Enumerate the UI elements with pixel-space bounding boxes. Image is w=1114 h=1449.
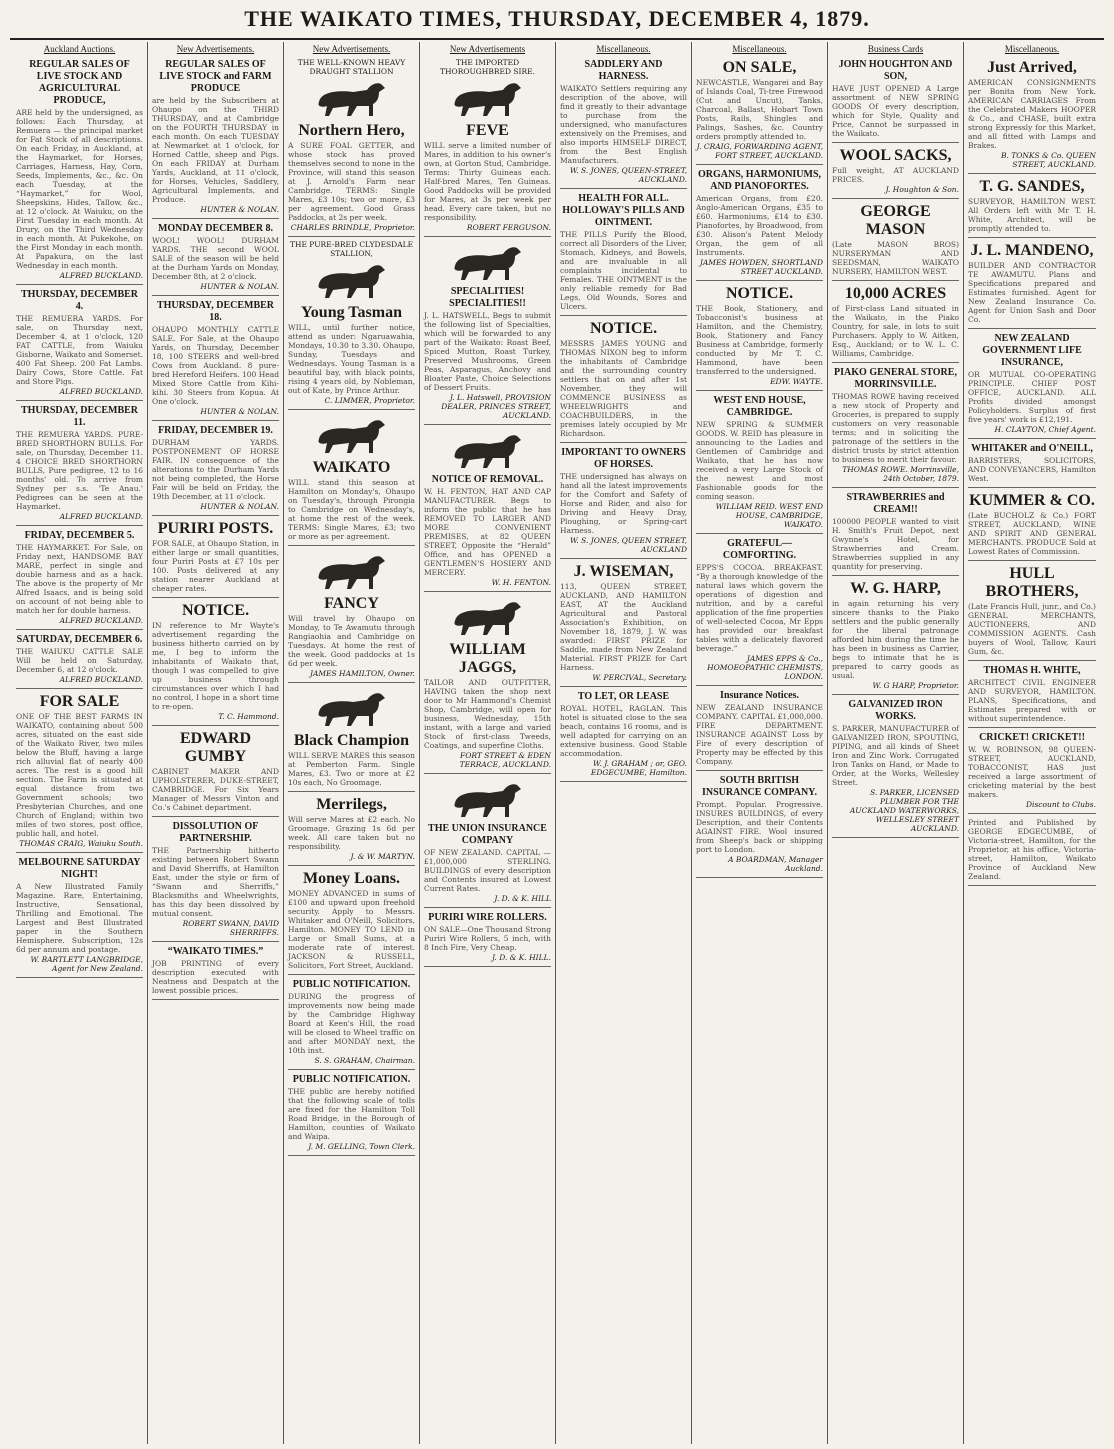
ad-signature: FORT STREET & EDEN TERRACE, AUCKLAND.: [459, 751, 551, 769]
ad-signature: ALFRED BUCKLAND.: [59, 616, 143, 625]
ad-title: NOTICE.: [725, 285, 794, 302]
ad-title: HULL BROTHERS,: [985, 565, 1079, 600]
ad-title: Money Loans.: [303, 870, 400, 887]
ad-body: THE WAIUKU CATTLE SALE Will be held on Saturday, December 6, at 12 o'clock.: [16, 647, 143, 674]
horse-engraving-icon: [443, 78, 533, 120]
advertisement: [16, 287, 143, 401]
columns: [12, 42, 1104, 1444]
ad-signature: S. S. GRAHAM, Chairman.: [314, 1056, 415, 1065]
ad-title: THURSDAY, DECEMBER 4.: [20, 289, 139, 312]
advertisement: [152, 518, 279, 598]
advertisement: [560, 445, 687, 559]
ad-body: in again returning his very sincere thanks to the Piako settlers and the public generally for the liberal patronage afforded him during the time he has been in business as Carrier, begs to intimate that he is prepared to carry goods as usual.: [832, 599, 959, 680]
ad-signature: JAMES HAMILTON, Owner.: [309, 669, 415, 678]
ad-body: DURING the progress of improvements now being made by the Cambridge Highway Board at Keen's Hill, the road will be closed to Wheel traffic on and after MONDAY next, the 10th inst.: [288, 992, 415, 1055]
ad-body: THE HAYMARKET. For Sale, on Friday next, HANDSOME BAY MARE, perfect in single and double harness and as a hack. The above is the property of Mr Alfred Isaacs, and is being sold on account of not being able to match her for double harness.: [16, 543, 143, 615]
ad-title: PURIRI POSTS.: [157, 520, 274, 537]
ad-title: GALVANIZED IRON WORKS.: [848, 699, 943, 722]
imprint-text: Printed and Published by GEORGE EDGECUMBE, of Victoria-street, Hamilton, for the Proprietor, at his office, Victoria-street, Hamilton, Waikato Province of Auckland New Zealand.: [968, 818, 1096, 881]
column-heading: New Advertisements.: [176, 44, 255, 54]
advertisement: [696, 57, 823, 165]
ad-body: ON SALE—One Thousand Strong Puriri Wire Rollers, 5 inch, with 8 Inch Fire, Very Cheap.: [424, 925, 551, 952]
ad-body: J. L. HATSWELL, Begs to submit the following list of Specialties, which will be forwarded to any part of the Waikato: Roast Beef, Spiced Mutton, Roast Turkey, Preserved Mushrooms, Green Peas, Asparagus, Anchovy and Bloater Paste, Choice Selections of Dessert Fruits.: [424, 311, 551, 392]
advertisement: [832, 57, 959, 143]
column-3: [284, 42, 420, 1444]
ad-body: NEWCASTLE, Wangarei and Bay of Islands Coal, Ti-tree Firewood (Cut and Uncut), Tanks, Charcoal, Ballast, Hobart Town Posts, Rails, Shingles and Palings, Sashes, &c. Country orders promptly attended to.: [696, 78, 823, 141]
ad-title: J. L. MANDENO,: [970, 242, 1094, 259]
ad-signature: W. S. JONES, QUEEN-STREET, AUCKLAND.: [569, 166, 687, 184]
horse-engraving-icon: [307, 260, 397, 302]
column-heading: Business Cards: [867, 44, 924, 54]
advertisement: [424, 910, 551, 967]
ad-body: 100000 PEOPLE wanted to visit H. Smith's Fruit Depot, next Gwynne's Hotel, for Strawberries and Cream. Strawberries supplied in any quantity for preserving.: [832, 517, 959, 571]
advertisement: [832, 697, 959, 838]
ad-body: (Late Francis Hull, junr., and Co.) GENERAL MERCHANTS, AUCTIONEERS, AND COMMISSION AGENTS. Cash buyers of Wool, Tallow, Kauri Gum, &c.: [968, 602, 1096, 656]
ad-body: S. PARKER, MANUFACTURER of GALVANIZED IRON, SPOUTING, PIPING, and all kinds of Sheet Iron and Zinc Work. Corrugated Iron Tanks on Hand, or Made to Order, at the Works, Wellesley Street.: [832, 724, 959, 787]
ad-title: NOTICE.: [589, 320, 658, 337]
ad-body: EPPS'S COCOA. BREAKFAST. “By a thorough knowledge of the natural laws which govern the operations of digestion and nutrition, and by a careful application of the fine properties of well-selected Cocoa, Mr Epps has provided our breakfast tables with a delicately flavored beverage.”: [696, 563, 823, 653]
ad-title: THURSDAY, DECEMBER 11.: [20, 405, 139, 428]
ad-title: REGULAR SALES OF LIVE STOCK and FARM PRODUCE: [159, 59, 272, 94]
advertisement: [560, 561, 687, 687]
ad-signature: ALFRED BUCKLAND.: [59, 271, 143, 280]
advertisement: [288, 977, 415, 1070]
ad-body: JOB PRINTING of every description executed with Neatness and Despatch at the lowest possible prices.: [152, 959, 279, 995]
horse-engraving-icon: [307, 415, 397, 457]
advertisement: [152, 423, 279, 516]
ad-title: MELBOURNE SATURDAY NIGHT!: [18, 857, 141, 880]
ad-body: Full weight, AT AUCKLAND PRICES.: [832, 166, 959, 184]
ad-title: NOTICE OF REMOVAL.: [431, 474, 544, 485]
advertisement: [424, 239, 551, 425]
ad-body: WILL serve a limited number of Mares, in addition to his owner's own, at Gorton Stud, Cambridge. Terms: Thirty Guineas each. Half-bred Mares, Ten Guineas. Good Paddocks will be provided for Mares, at 3s per week per head. Every care taken, but no responsibility.: [424, 141, 551, 222]
ad-body: WILL stand this season at Hamilton on Monday's, Ohaupo on Tuesday's, through Pirongia to Cambridge on Wednesday's, at home the rest of the week. TERMS: Single Mares, £3; two or more as per agreement.: [288, 478, 415, 541]
column-heading: Miscellaneous.: [596, 44, 651, 54]
column-5: [556, 42, 692, 1444]
ad-body: ARE held by the undersigned, as follows: Each Thursday, at Remuera — the principal market for Fat Stock of all descriptions. On each Friday, in Auckland, at the Haymarket, for Horses, Carriages, Harness, Hay, Corn, Seeds, Implements, &c., &c. On each Tuesday, at the “Haymarket,” for Wool, Sheepskins, Hides, Tallow, &c., at 12 o'clock. At Waiuku, on the First Tuesday in each month. At Drury, on the Third Wednesday in each month. At Pukekohe, on the First Monday in each month. At Papakura, on the last Wednesday in each month.: [16, 108, 143, 270]
advertisement: [288, 1072, 415, 1156]
ad-signature: J. Houghton & Son.: [885, 185, 959, 194]
ad-title: FRIDAY, DECEMBER 19.: [158, 425, 273, 436]
ad-preheading: THE WELL-KNOWN HEAVY DRAUGHT STALLION: [297, 58, 406, 76]
ad-signature: HUNTER & NOLAN.: [200, 502, 279, 511]
advertisement: [968, 563, 1096, 661]
advertisement: [288, 685, 415, 792]
ad-body: BARRISTERS, SOLICITORS, AND CONVEYANCERS, Hamilton West.: [968, 456, 1096, 483]
ad-body: MONEY ADVANCED in sums of £100 and upward upon freehold security. Apply to Messrs. Whitaker and O'Neill, Solicitors, Hamilton. MONEY TO LEND in Large or Small Sums, at a moderate rate of interest. JACKSON & RUSSELL, Solicitors, Fort Street, Auckland.: [288, 889, 415, 970]
ad-title: SADDLERY AND HARNESS.: [584, 59, 663, 82]
advertisement: [696, 773, 823, 878]
masthead-rule: [10, 38, 1104, 40]
advertisement: [560, 191, 687, 316]
ad-title: Northern Hero,: [298, 122, 405, 139]
ad-title: WILLIAM JAGGS,: [449, 641, 526, 676]
ad-title: PURIRI WIRE ROLLERS.: [428, 912, 547, 923]
ad-signature: HUNTER & NOLAN.: [200, 407, 279, 416]
advertisement: [832, 145, 959, 199]
ad-signature: A BOARDMAN, Manager Auckland.: [728, 855, 823, 873]
ad-title: PIAKO GENERAL STORE, MORRINSVILLE.: [834, 367, 957, 390]
column-7: [828, 42, 964, 1444]
horse-engraving-icon: [307, 688, 397, 730]
horse-engraving-icon: [307, 551, 397, 593]
advertisement: [424, 776, 551, 908]
ad-title: GEORGE MASON: [860, 203, 931, 238]
ad-title: Merrilegs,: [316, 796, 387, 813]
ad-body: Prompt. Popular. Progressive. INSURES BUILDINGS, of every Description, and their Contents AGAINST FIRE. Wool insured from Sheep's back or shipping port to London.: [696, 800, 823, 854]
ad-body: THE REMUERA YARDS. PURE-BRED SHORTHORN BULLS. For sale, on Thursday, December 11. 4 CHOICE BRED SHORTHORN BULLS, Pure pedigree, 12 to 16 months' old. To arrive from Sydney per s.s. 'Te Anau.' Pedigrees can be seen at the Haymarket.: [16, 430, 143, 511]
horse-engraving-icon: [307, 78, 397, 120]
ad-title: STRAWBERRIES and CREAM!!: [846, 492, 945, 515]
advertisement: [152, 221, 279, 296]
advertisement: [968, 57, 1096, 174]
ad-body: American Organs, from £20. Anglo-American Organs, £35 to £60. Harmoniums, £14 to £30. Pianofortes, by Broadwood, from £30. Alison's Patent Melody Organ, the gem of all Instruments.: [696, 194, 823, 257]
advertisement: [696, 167, 823, 281]
advertisement: [696, 283, 823, 391]
ad-body: CABINET MAKER AND UPHOLSTERER, DUKE-STREET, CAMBRIDGE. For Six Years Manager of Messrs Vinton and Co.'s Cabinet department.: [152, 767, 279, 812]
ad-title: SOUTH BRITISH INSURANCE COMPANY.: [701, 775, 817, 798]
ad-body: WAIKATO Settlers requiring any description of the above, will find it greatly to their advantage to purchase from the undersigned, who manufactures extensively on the Premises, and also imports HIMSELF DIRECT, from the Best English Manufacturers.: [560, 84, 687, 165]
ad-signature: ROBERT SWANN, DAVID SHERRIFFS.: [182, 919, 279, 937]
ad-signature: HUNTER & NOLAN.: [200, 282, 279, 291]
ad-signature: Discount to Clubs.: [1026, 800, 1096, 809]
ad-body: WOOL! WOOL! DURHAM YARDS. THE second WOOL SALE of the season will be held at the Durham Yards on Monday, December 8th, at 2 o'clock.: [152, 236, 279, 281]
ad-signature: T. C. Hammond.: [218, 712, 279, 721]
ad-body: Will serve Mares at £2 each. No Groomage. Grazing 1s 6d per week. All care taken but no responsibility.: [288, 815, 415, 851]
ad-signature: ROBERT FERGUSON.: [466, 223, 551, 232]
ad-signature: WILLIAM REID. WEST END HOUSE, CAMBRIDGE, WAIKATO.: [715, 502, 823, 529]
ad-title: “WAIKATO TIMES.”: [167, 946, 264, 957]
ad-body: THE Partnership hitherto existing between Robert Swann and David Sherriffs, at Hamilton East, under the style or firm of “Swann and Sherriffs,” Blacksmiths and Wheelwrights, has this day been dissolved by mutual consent.: [152, 846, 279, 918]
advertisement: [832, 283, 959, 363]
ad-body: FOR SALE, at Ohaupo Station, in either large or small quantities, four Puriri Posts at £7 10s per 100. Posts delivered at any station nearer Auckland at cheaper rates.: [152, 539, 279, 593]
ad-title: THE UNION INSURANCE COMPANY: [428, 823, 547, 846]
advertisement: [288, 868, 415, 975]
horse-engraving-icon: [443, 597, 533, 639]
ad-title: Black Champion: [293, 732, 410, 749]
advertisement: [968, 176, 1096, 238]
ad-body: OF NEW ZEALAND. CAPITAL — £1,000,000 STERLING. BUILDINGS of every description and Contents insured at Lowest Current Rates.: [424, 848, 551, 893]
masthead: [0, 0, 1114, 40]
ad-signature: THOMAS ROWE. Morrinsville, 24th October, 1879.: [842, 465, 959, 483]
advertisement: [560, 57, 687, 189]
ad-title: JOHN HOUGHTON AND SON,: [838, 59, 953, 82]
ad-body: THE undersigned has always on hand all the latest improvements for the Comfort and Safety of Horse and Rider, and also for Driving and Heavy Dray, Ploughing, or Spring-cart Harness.: [560, 472, 687, 535]
advertisement: [288, 57, 415, 237]
ad-title: KUMMER & CO.: [969, 492, 1095, 509]
ad-title: WHITAKER and O'NEILL,: [971, 443, 1093, 454]
ad-title: Insurance Notices.: [720, 690, 799, 701]
column-heading: New Advertisements: [449, 44, 526, 54]
ad-body: OR MUTUAL CO-OPERATING PRINCIPLE. CHIEF POST OFFICE, AUCKLAND. ALL Profits divided amongst Policyholders. Surplus of first five years' work is £12,191.: [968, 370, 1096, 424]
advertisement: [16, 691, 143, 853]
ad-title: ON SALE,: [722, 59, 797, 76]
advertisement: [152, 298, 279, 421]
ad-signature: JAMES HOWDEN, SHORTLAND STREET AUCKLAND.: [699, 258, 823, 276]
advertisement: [832, 201, 959, 281]
column-8: [964, 42, 1100, 1444]
ad-signature: EDW. WAYTE.: [770, 377, 823, 386]
advertisement: [288, 412, 415, 546]
ad-title: HEALTH FOR ALL. HOLLOWAY'S PILLS AND OINTMENT.: [562, 193, 685, 228]
ad-title: Young Tasman: [301, 304, 402, 321]
column-heading: New Advertisements.: [312, 44, 391, 54]
ad-body: A SURE FOAL GETTER, and whose stock has proved themselves second to none in the Province, will stand this season at J. Arnold's Farm near Cambridge. TERMS: Single Mares, £3 10s; two or more, £3 per agreement. Good Grass Paddocks, at 2s per week.: [288, 141, 415, 222]
advertisement: [968, 240, 1096, 329]
ad-title: FEVE: [466, 122, 509, 139]
advertisement: [152, 819, 279, 942]
advertisement: [16, 528, 143, 630]
ad-signature: J. M. GELLING, Town Clerk.: [308, 1142, 415, 1151]
ad-body: THE Book, Stationery, and Tobacconist's business at Hamilton, and the Chemistry, Book, Stationery and Fancy Business at Cambridge, formerly conducted by Mr T. C. Hammond, have been transferred to the undersigned.: [696, 304, 823, 376]
ad-title: WEST END HOUSE, CAMBRIDGE.: [713, 395, 806, 418]
ad-title: PUBLIC NOTIFICATION.: [292, 1074, 411, 1085]
ad-body: Will travel by Ohaupo on Monday, to Te Awamutu through Rangiaohia and Cambridge on Tuesdays. At home the rest of the week. Good paddocks at 1s 6d per week.: [288, 614, 415, 668]
ad-body: (Late MASON BROS) NURSERYMAN AND SEEDSMAN, WAIKATO NURSERY, HAMILTON WEST.: [832, 240, 959, 276]
advertisement: [832, 490, 959, 576]
ad-body: A New Illustrated Family Magazine. Rare, Entertaining, Instructive, Sensational, Thrilling and Emotional. The Largest and Best Illustrated paper in the Southern Hemisphere. Subscription, 12s 6d per annum and postage.: [16, 882, 143, 954]
ad-signature: ALFRED BUCKLAND.: [59, 512, 143, 521]
ad-title: GRATEFUL—COMFORTING.: [722, 538, 797, 561]
ad-title: PUBLIC NOTIFICATION.: [292, 979, 411, 990]
advertisement: [16, 57, 143, 285]
ad-body: HAVE JUST OPENED A Large assortment of NEW SPRING GOODS Of every description, which for Style, Quality and Price, Cannot be surpassed in the Waikato.: [832, 84, 959, 138]
advertisement: [968, 730, 1096, 814]
ad-body: (Late BUCHOLZ & Co.) FORT STREET, AUCKLAND, WINE AND SPIRIT AND GENERAL MERCHANTS. PRODUCE Sold at Lowest Rates of Commission.: [968, 511, 1096, 556]
ad-title: WAIKATO: [312, 459, 391, 476]
ad-signature: HUNTER & NOLAN.: [200, 205, 279, 214]
advertisement: [288, 239, 415, 410]
imprint: [968, 816, 1096, 886]
advertisement: [560, 689, 687, 782]
column-heading: Miscellaneous.: [732, 44, 787, 54]
ad-signature: W. G HARP, Proprietor.: [872, 681, 959, 690]
ad-signature: W. PERCIVAL, Secretary.: [592, 673, 687, 682]
ad-title: EDWARD GUMBY: [179, 730, 252, 765]
ad-body: THOMAS ROWE having received a new stock of Property and Groceries, is prepared to supply customers on very reasonable terms; and in soliciting the patronage of the settlers in the district trusts by strict attention to business to merit their favour.: [832, 392, 959, 464]
ad-body: TAILOR AND OUTFITTER, HAVING taken the shop next door to Mr Hammond's Chemist Shop, Cambridge, will open for business, Wednesday, 15th instant, with a large and varied Stock of first-class Tweeds, Coatings, and superfine Cloths.: [424, 678, 551, 750]
advertisement: [832, 365, 959, 488]
ad-title: FANCY: [324, 595, 379, 612]
advertisement: [560, 318, 687, 443]
advertisement: [424, 594, 551, 774]
ad-body: WILL SERVE MARES this season at Pemberton Farm. Single Mares, £3. Two or more at £2 10s each, No Groomage.: [288, 751, 415, 787]
ad-title: TO LET, OR LEASE: [577, 691, 670, 702]
ad-body: NEW ZEALAND INSURANCE COMPANY. CAPITAL £1,000,000. FIRE DEPARTMENT. INSURANCE AGAINST Loss by Fire of every description of Property may be effected by this Company.: [696, 703, 823, 766]
column-1: [12, 42, 148, 1444]
ad-title: NEW ZEALAND GOVERNMENT LIFE INSURANCE,: [982, 333, 1082, 368]
ad-body: 113, QUEEN STREET, AUCKLAND, AND HAMILTON EAST, AT the Auckland Agricultural and Pastoral Association's Exhibition, on November 18, 1879, J. W. was awarded: FIRST PRIZE for Saddle, made from New Zealand Material. FIRST PRIZE for Cart Harness.: [560, 582, 687, 672]
ad-title: 10,000 ACRES: [844, 285, 947, 302]
advertisement: [288, 548, 415, 683]
ad-title: DISSOLUTION OF PARTNERSHIP.: [172, 821, 259, 844]
ad-title: THOMAS H. WHITE,: [983, 665, 1081, 676]
ad-title: NOTICE.: [181, 602, 250, 619]
ad-title: IMPORTANT TO OWNERS OF HORSES.: [561, 447, 686, 470]
ad-body: MESSRS JAMES YOUNG and THOMAS NIXON beg to inform the inhabitants of Cambridge and the surrounding country settlers that on and after 1st November, they will COMMENCE BUSINESS as WHEELWRIGHTS and COACHBUILDERS, in the premises lately occupied by Mr Richardson.: [560, 339, 687, 438]
ad-title: FRIDAY, DECEMBER 5.: [24, 530, 135, 541]
ad-body: SURVEYOR, HAMILTON WEST. All Orders left with Mr T. H. White, Architect, will be promptly attended to.: [968, 197, 1096, 233]
ad-title: REGULAR SALES OF LIVE STOCK AND AGRICULTURAL PRODUCE,: [29, 59, 130, 106]
ad-signature: S. PARKER, LICENSED PLUMBER FOR THE AUCKLAND WATERWORKS, WELLESLEY STREET AUCKLAND.: [849, 788, 959, 833]
column-4: [420, 42, 556, 1444]
ad-signature: W. H. FENTON.: [491, 578, 551, 587]
ad-body: ROYAL HOTEL, RAGLAN. This hotel is situated close to the sea beach, contains 16 rooms, and is well adapted for carrying on an extensive business. Good Stable accommodation.: [560, 704, 687, 758]
ad-preheading: THE IMPORTED THOROUGHBRED SIRE.: [440, 58, 535, 76]
advertisement: [288, 794, 415, 866]
advertisement: [152, 728, 279, 817]
advertisement: [696, 536, 823, 686]
ad-body: W. W. ROBINSON, 98 QUEEN-STREET, AUCKLAND, TOBACCONIST, HAS just received a large assortment of cricketing material by the best makers.: [968, 745, 1096, 799]
ad-body: AMERICAN CONSIGNMENTS per Bonita from New York. AMERICAN CARRIAGES From the Celebrated Makers HOOPER & Co., and CHASE, built extra strong Expressly for this Market, and all fitted with Lamps and Brakes.: [968, 78, 1096, 150]
ad-body: BUILDER AND CONTRACTOR TE AWAMUTU. Plans and Specifications prepared and Estimates furnished. Agent for New Zealand Insurance Co. Agent for Union Sash and Door Co.: [968, 261, 1096, 324]
ad-signature: J. D. & K. HILL: [494, 894, 551, 903]
ad-title: ORGANS, HARMONIUMS, AND PIANOFORTES.: [697, 169, 822, 192]
ad-signature: J. D. & K. HILL.: [492, 953, 551, 962]
ad-body: THE PILLS Purify the Blood, correct all Disorders of the Liver, Stomach, Kidneys, and Bowels, and are invaluable in all complaints incidental to Females. THE OINTMENT is the only reliable remedy for Bad Legs, Old Wounds, Sores and Ulcers.: [560, 230, 687, 311]
advertisement: [424, 57, 551, 237]
advertisement: [152, 57, 279, 219]
ad-signature: THOMAS CRAIG, Waiuku South.: [19, 839, 143, 848]
ad-signature: B. TONKS & Co. QUEEN STREET, AUCKLAND.: [1000, 151, 1096, 169]
ad-signature: C. LIMMER, Proprietor.: [324, 396, 415, 405]
ad-body: W. H. FENTON, HAT AND CAP MANUFACTURER. Begs to inform the public that he has REMOVED TO LARGER AND MORE CONVENIENT PREMISES, at 82 QUEEN STREET, Opposite the “Herald” Office, and has OPENED a GENTLEMEN'S HOSIERY AND MERCERY.: [424, 487, 551, 577]
advertisement: [968, 331, 1096, 439]
ad-body: DURHAM YARDS. POSTPONEMENT OF HORSE FAIR. IN consequence of the alterations to the Durham Yards not being completed, the Horse Fair will be held on Friday, the 19th December, at 11 o'clock.: [152, 438, 279, 501]
ad-title: J. WISEMAN,: [573, 563, 674, 580]
ad-signature: JAMES EPPS & Co., HOMOEOPATHIC CHEMISTS, LONDON.: [707, 654, 823, 681]
advertisement: [16, 855, 143, 978]
ad-preheading: THE PURE-BRED CLYDESDALE STALLION,: [289, 240, 414, 258]
ad-title: MONDAY DECEMBER 8.: [157, 223, 274, 234]
ad-body: ONE OF THE BEST FARMS IN WAIKATO, containing about 500 acres, situated on the east side of the Waikato River, two miles below the Bluff, having a large rich alluvial flat of nearly 400 acres. The rest is a good hill section. The Farm is situated at equal distance from two Government schools; two Presbyterian Churches, and one Church of England; within two miles of two stores, post office, public hall, and hotel.: [16, 712, 143, 838]
ad-title: THURSDAY, DECEMBER 18.: [156, 300, 275, 323]
advertisement: [152, 944, 279, 1000]
ad-signature: W. S. JONES, QUEEN STREET, AUCKLAND: [569, 536, 687, 554]
advertisement: [16, 403, 143, 526]
column-heading: Miscellaneous.: [1004, 44, 1060, 54]
column-2: [148, 42, 284, 1444]
advertisement: [968, 441, 1096, 488]
ad-title: FOR SALE: [39, 693, 120, 710]
ad-title: SATURDAY, DECEMBER 6.: [16, 634, 143, 645]
ad-body: IN reference to Mr Wayte's advertisement regarding the business hitherto carried on by me, I beg to inform the inhabitants of Waikato that, though I was compelled to give up business through circumstances over which I had no control, I hope in a short time to re-open.: [152, 621, 279, 711]
ad-signature: ALFRED BUCKLAND.: [59, 675, 143, 684]
ad-title: W. G. HARP,: [850, 580, 941, 597]
ad-title: Just Arrived,: [987, 59, 1077, 76]
ad-body: are held by the Subscribers at Ohaupo on the THIRD THURSDAY, and at Cambridge on the FOURTH THURSDAY in each month. On each TUESDAY at Newmarket at 1 o'clock, for Horned Cattle, sheep and Pigs. On each FRIDAY at Durham Yards, Auckland, at 11 o'clock, for Horses, Vehicles, Saddlery, Agricultural Implements, and Produce.: [152, 96, 279, 204]
ad-signature: ALFRED BUCKLAND.: [59, 387, 143, 396]
ad-title: T. G. SANDES,: [979, 178, 1085, 195]
column-6: [692, 42, 828, 1444]
newspaper-title: THE WAIKATO TIMES, THURSDAY, DECEMBER 4, 1879.: [244, 6, 870, 31]
ad-body: of First-class Land situated in the Waikato, in the Piako Country, for sale, in lots to suit Purchasers. Apply to W. Aitken, Esq., Auckland; or to W. L. C. Williams, Cambridge.: [832, 304, 959, 358]
ad-body: THE REMUERA YARDS. For sale, on Thursday next, December 4, at 1 o'clock, 120 FAT CATTLE, from Waiuku Gisborne, Waikato and Somerset. 400 Fat Sheep. 200 Fat Lambs. Dairy Cows, Store Cattle. Fat and Store Pigs.: [16, 314, 143, 386]
ad-body: WILL, until further notice, attend as under: Ngaruawahia, Mondays, 10.30 to 3.30. Ohaupo, Sunday, Tuesdays and Wednesdays. Young Tasman is a beautiful bay, with black points, rising 4 years old, by Nobleman, out of Kate, by Prince Arthur.: [288, 323, 415, 395]
advertisement: [968, 663, 1096, 728]
advertisement: [968, 490, 1096, 561]
advertisement: [152, 600, 279, 726]
ad-body: OHAUPO MONTHLY CATTLE SALE. For Sale, at the Ohaupo Yards, on Thursday, December 18, 100 STEERS and well-bred Cows from Auckland. 8 pure-bred Hereford Heifers. 100 Head Mixed Store Cattle from Kihi-kihi. 30 Steers from Kopua. At One o'clock.: [152, 325, 279, 406]
column-heading: Auckland Auctions.: [43, 44, 116, 54]
ad-signature: J. & W. MARTYN.: [350, 852, 415, 861]
ad-body: ARCHITECT CIVIL ENGINEER AND SURVEYOR, HAMILTON. PLANS, Specifications, and Estimates prepared with or without superintendence.: [968, 678, 1096, 723]
advertisement: [424, 427, 551, 592]
ad-body: THE public are hereby notified that the following scale of tolls are fixed for the Hamilton Toll Road Bridge, in the Borough of Hamilton, counties of Waikato and Waipa.: [288, 1087, 415, 1141]
ad-signature: J. CRAIG, FORWARDING AGENT, FORT STREET, AUCKLAND.: [696, 142, 823, 160]
ad-title: SPECIALITIES! SPECIALITIES!!: [449, 286, 526, 309]
ad-signature: CHARLES BRINDLE, Proprietor.: [290, 223, 415, 232]
ad-title: WOOL SACKS,: [839, 147, 952, 164]
ad-body: NEW SPRING & SUMMER GOODS. W. REID has pleasure in announcing to the Ladies and Gentlemen of Cambridge and Waikato, that he has now received a very Large Stock of the newest and most Fashionable goods for the coming season.: [696, 420, 823, 501]
ad-signature: J. L. Hatswell, PROVISION DEALER, PRINCES STREET, AUCKLAND.: [441, 393, 551, 420]
ad-signature: W. J. GRAHAM ; or, GEO. EDGECUMBE, Hamilton.: [590, 759, 687, 777]
ad-signature: W. BARTLETT LANGBRIDGE, Agent for New Zealand.: [30, 955, 143, 973]
advertisement: [832, 578, 959, 695]
horse-engraving-icon: [443, 430, 533, 472]
horse-engraving-icon: [443, 779, 533, 821]
ad-title: CRICKET! CRICKET!!: [979, 732, 1085, 743]
horse-engraving-icon: [443, 242, 533, 284]
advertisement: [16, 632, 143, 689]
advertisement: [696, 688, 823, 771]
ad-signature: H. CLAYTON, Chief Agent.: [994, 425, 1096, 434]
advertisement: [696, 393, 823, 534]
